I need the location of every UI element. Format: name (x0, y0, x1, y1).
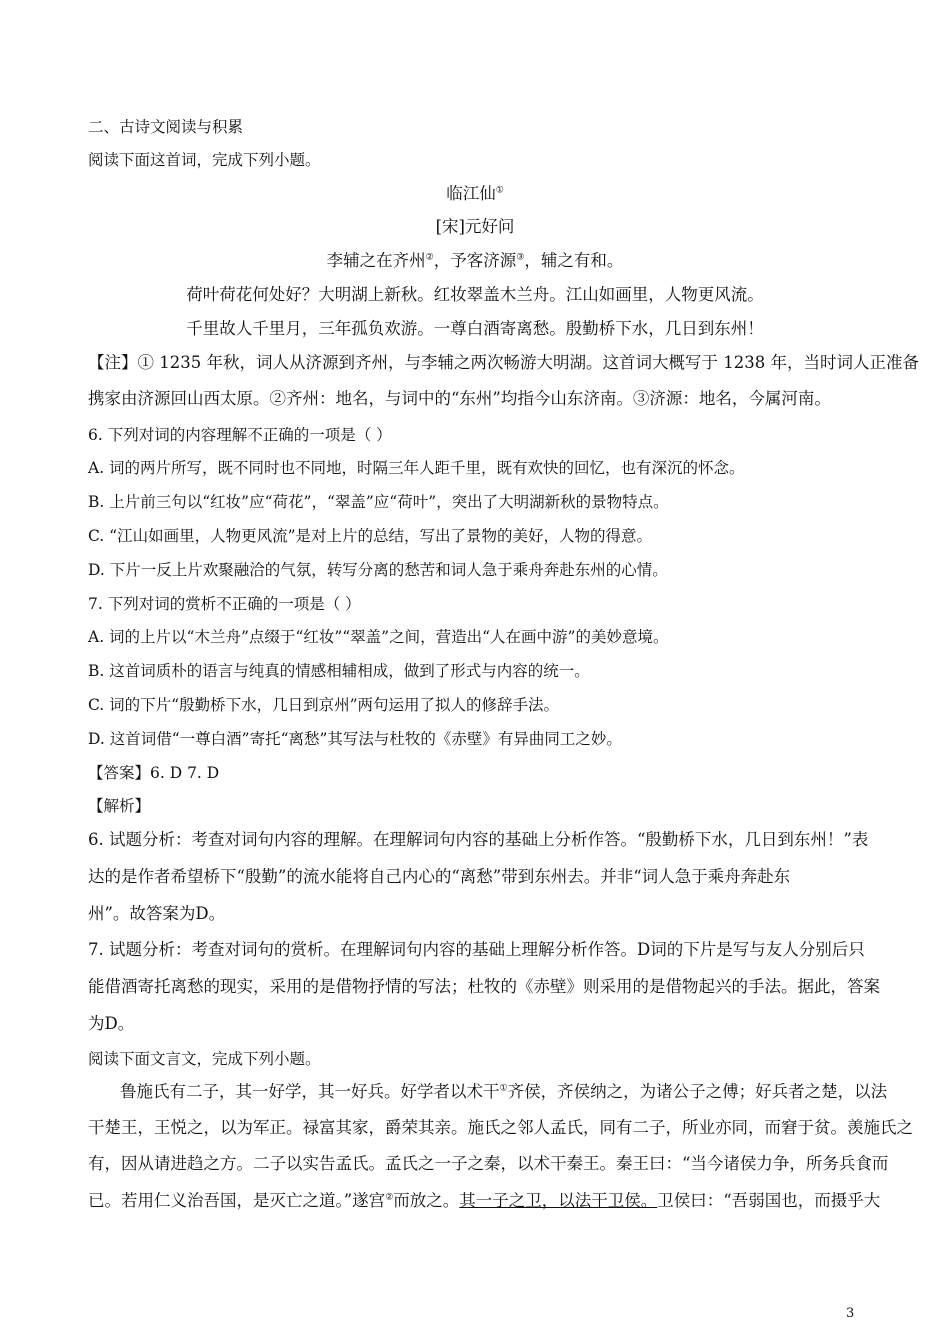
poem-author: [宋]元好问 (435, 217, 515, 236)
poem-preface: 李辅之在齐州②，予客济源③，辅之有和。 (326, 251, 624, 270)
prose-line-3: 有，因从请进趋之方。二子以实告孟氏。孟氏之一子之秦，以术干秦王。秦王曰：“当今诸侯力争，所务兵食而 (88, 1154, 889, 1173)
analysis-7-line-2: 能借酒寄托离愁的现实，采用的是借物抒情的写法；杜牧的《赤壁》则采用的是借物起兴的手法。据此，答案 (88, 977, 880, 996)
prose-line-2: 干楚王，王悦之，以为军正。禄富其家，爵荣其亲。施氏之邻人孟氏，同有二子，所业亦同，而窘于贫。羡施氏之 (88, 1118, 913, 1137)
analysis-7-line-1: 7. 试题分析：考查对词句的赏析。在理解词句内容的基础上理解分析作答。D词的下片是写与友人分别后只 (88, 940, 865, 959)
analysis-label: 【解析】 (88, 797, 151, 815)
prose-line-4: 已。若用仁义治吾国，是灭亡之道。”遂宫②而放之。其一子之卫，以法干卫侯。卫侯曰：“吾弱国也，而摄乎大 (88, 1191, 881, 1210)
q7-option-d: D. 这首词借“一尊白酒”寄托“离愁”其写法与杜牧的《赤壁》有异曲同工之妙。 (88, 730, 622, 748)
prose-intro: 阅读下面文言文，完成下列小题。 (88, 1050, 321, 1068)
poem-title: 临江仙① (446, 184, 504, 203)
underlined-sentence: 其一子之卫，以法干卫侯。 (459, 1191, 658, 1210)
answer: 【答案】6. D 7. D (88, 764, 220, 782)
q6-option-b: B. 上片前三句以“红妆”应“荷花”，“翠盖”应“荷叶”，突出了大明湖新秋的景物特点。 (88, 493, 669, 511)
poem-line-1: 荷叶荷花何处好？大明湖上新秋。红妆翠盖木兰舟。江山如画里，人物更风流。 (186, 285, 764, 304)
note-line-2: 携家由济源回山西太原。②齐州：地名，与词中的“东州”均指今山东济南。③济源：地名，今属河南。 (88, 389, 831, 408)
analysis-7-line-3: 为D。 (88, 1014, 135, 1033)
q6-option-d: D. 下片一反上片欢聚融洽的气氛，转写分离的愁苦和词人急于乘舟奔赴东州的心情。 (88, 561, 668, 579)
q7-option-a: A. 词的上片以“木兰舟”点缀于“红妆”“翠盖”之间，营造出“人在画中游”的美妙意境。 (88, 628, 669, 646)
prose-line-1: 鲁施氏有二子，其一好学，其一好兵。好学者以术干①齐侯，齐侯纳之，为诸公子之傅；好兵者之楚，以法 (120, 1082, 888, 1101)
analysis-6-line-2: 达的是作者希望桥下“殷勤”的流水能将自己内心的“离愁”带到东州去。并非“词人急于乘舟奔赴东 (88, 867, 791, 886)
analysis-6-line-1: 6. 试题分析：考查对词句内容的理解。在理解词句内容的基础上分析作答。“殷勤桥下水，几日到东州！”表 (88, 830, 869, 849)
section-title: 二、古诗文阅读与积累 (88, 118, 244, 136)
q7-option-b: B. 这首词质朴的语言与纯真的情感相辅相成，做到了形式与内容的统一。 (88, 662, 590, 680)
page-number: 3 (846, 1306, 855, 1321)
note-line-1: 【注】① 1235 年秋，词人从济源到齐州，与李辅之两次畅游大明湖。这首词大概写于 1238 年，当时词人正准备 (88, 353, 919, 372)
poem-intro: 阅读下面这首词，完成下列小题。 (88, 151, 321, 169)
q6-option-c: C. “江山如画里，人物更风流”是对上片的总结，写出了景物的美好，人物的得意。 (88, 527, 653, 545)
q7-stem: 7. 下列对词的赏析不正确的一项是（ ） (88, 595, 361, 613)
poem-line-2: 千里故人千里月，三年孤负欢游。一尊白酒寄离愁。殷勤桥下水，几日到东州！ (186, 319, 764, 338)
q7-option-c: C. 词的下片“殷勤桥下水，几日到京州”两句运用了拟人的修辞手法。 (88, 696, 560, 714)
q6-option-a: A. 词的两片所写，既不同时也不同地，时隔三年人距千里，既有欢快的回忆，也有深沉的怀念。 (88, 459, 745, 477)
analysis-6-line-3: 州”。故答案为D。 (88, 904, 226, 923)
q6-stem: 6. 下列对词的内容理解不正确的一项是（ ） (88, 426, 392, 444)
